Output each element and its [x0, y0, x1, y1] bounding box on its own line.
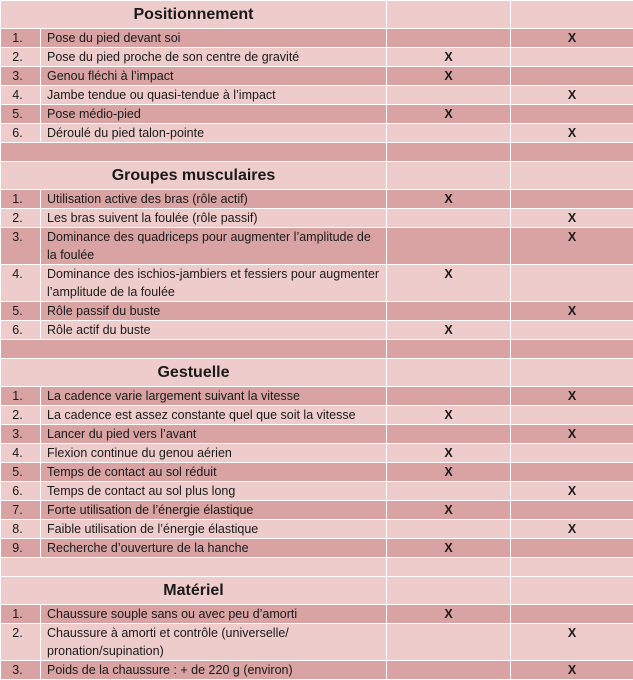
- item-text: Déroulé du pied talon-pointe: [41, 124, 387, 143]
- column-a-mark: [387, 209, 511, 228]
- section-header: [1, 162, 633, 190]
- table-row: [1, 124, 633, 143]
- column-b-mark: [511, 539, 633, 558]
- table-row: [1, 209, 633, 228]
- item-text: Les bras suivent la foulée (rôle passif): [41, 209, 387, 228]
- spacer-cell: [387, 340, 511, 359]
- table-row: [1, 228, 633, 265]
- column-b-mark: X: [511, 124, 633, 143]
- table-row: [1, 265, 633, 302]
- column-b-mark: X: [511, 209, 633, 228]
- item-number: 5.: [1, 105, 41, 124]
- section-title: Matériel: [1, 577, 387, 605]
- table-row: [1, 29, 633, 48]
- item-text: La cadence varie largement suivant la vitesse: [41, 387, 387, 406]
- table-row: [1, 105, 633, 124]
- section-header: [1, 359, 633, 387]
- table-row: [1, 321, 633, 340]
- item-text: Utilisation active des bras (rôle actif): [41, 190, 387, 209]
- column-a-mark: [387, 520, 511, 539]
- column-a-mark: X: [387, 265, 511, 302]
- item-text: Pose du pied devant soi: [41, 29, 387, 48]
- item-number: 1.: [1, 605, 41, 624]
- spacer-cell: [511, 558, 633, 577]
- item-number: 3.: [1, 425, 41, 444]
- item-number: 6.: [1, 124, 41, 143]
- column-b-mark: [511, 190, 633, 209]
- item-text: Rôle actif du buste: [41, 321, 387, 340]
- table-row: [1, 501, 633, 520]
- table-row: [1, 482, 633, 501]
- section-title: Groupes musculaires: [1, 162, 387, 190]
- column-b-mark: X: [511, 228, 633, 265]
- column-b-mark: X: [511, 425, 633, 444]
- item-text: La cadence est assez constante quel que soit la vitesse: [41, 406, 387, 425]
- column-b-mark: X: [511, 29, 633, 48]
- spacer-row: [1, 143, 633, 162]
- column-a-mark: [387, 302, 511, 321]
- column-a-mark: X: [387, 321, 511, 340]
- item-number: 5.: [1, 463, 41, 482]
- spacer-cell: [387, 143, 511, 162]
- item-text: Jambe tendue ou quasi-tendue à l’impact: [41, 86, 387, 105]
- section-header-cell: [387, 359, 511, 387]
- item-number: 2.: [1, 48, 41, 67]
- column-a-mark: [387, 387, 511, 406]
- section-title: Gestuelle: [1, 359, 387, 387]
- table-row: [1, 624, 633, 661]
- table-row: [1, 520, 633, 539]
- item-text: Chaussure souple sans ou avec peu d’amorti: [41, 605, 387, 624]
- item-number: 6.: [1, 321, 41, 340]
- item-number: 2.: [1, 406, 41, 425]
- item-number: 7.: [1, 501, 41, 520]
- column-b-mark: [511, 105, 633, 124]
- item-text: Temps de contact au sol plus long: [41, 482, 387, 501]
- column-a-mark: [387, 425, 511, 444]
- item-number: 4.: [1, 265, 41, 302]
- table-row: [1, 605, 633, 624]
- column-b-mark: [511, 321, 633, 340]
- spacer-cell: [1, 143, 387, 162]
- column-b-mark: [511, 501, 633, 520]
- item-text: Chaussure à amorti et contrôle (universelle/ pronation/supination): [41, 624, 387, 661]
- item-number: 8.: [1, 520, 41, 539]
- item-text: Temps de contact au sol réduit: [41, 463, 387, 482]
- item-text: Lancer du pied vers l’avant: [41, 425, 387, 444]
- table-row: [1, 444, 633, 463]
- column-a-mark: [387, 624, 511, 661]
- column-a-mark: [387, 661, 511, 680]
- item-text: Recherche d’ouverture de la hanche: [41, 539, 387, 558]
- item-number: 5.: [1, 302, 41, 321]
- item-number: 6.: [1, 482, 41, 501]
- column-a-mark: X: [387, 605, 511, 624]
- spacer-cell: [1, 558, 387, 577]
- item-text: Pose du pied proche de son centre de gravité: [41, 48, 387, 67]
- spacer-row: [1, 558, 633, 577]
- section-header-cell: [511, 359, 633, 387]
- column-a-mark: [387, 228, 511, 265]
- column-a-mark: X: [387, 444, 511, 463]
- column-b-mark: [511, 463, 633, 482]
- table-row: [1, 661, 633, 680]
- spacer-cell: [1, 340, 387, 359]
- table-row: [1, 48, 633, 67]
- table-row: [1, 67, 633, 86]
- item-text: Forte utilisation de l’énergie élastique: [41, 501, 387, 520]
- column-b-mark: [511, 444, 633, 463]
- table-row: [1, 539, 633, 558]
- column-a-mark: X: [387, 463, 511, 482]
- column-a-mark: X: [387, 48, 511, 67]
- table-row: [1, 387, 633, 406]
- item-number: 9.: [1, 539, 41, 558]
- item-text: Poids de la chaussure : + de 220 g (environ): [41, 661, 387, 680]
- column-b-mark: X: [511, 482, 633, 501]
- spacer-cell: [511, 143, 633, 162]
- item-number: 1.: [1, 29, 41, 48]
- column-b-mark: X: [511, 86, 633, 105]
- table-row: [1, 406, 633, 425]
- item-text: Genou fléchi à l’impact: [41, 67, 387, 86]
- column-b-mark: [511, 406, 633, 425]
- table-row: [1, 425, 633, 444]
- column-a-mark: [387, 29, 511, 48]
- item-number: 4.: [1, 444, 41, 463]
- column-b-mark: X: [511, 520, 633, 539]
- column-a-mark: X: [387, 539, 511, 558]
- table-row: [1, 190, 633, 209]
- section-header: [1, 1, 633, 29]
- section-header-cell: [511, 1, 633, 29]
- table-row: [1, 463, 633, 482]
- item-text: Rôle passif du buste: [41, 302, 387, 321]
- column-a-mark: [387, 124, 511, 143]
- column-b-mark: X: [511, 624, 633, 661]
- column-b-mark: [511, 48, 633, 67]
- table-body: [1, 1, 633, 680]
- item-text: Dominance des quadriceps pour augmenter l’amplitude de la foulée: [41, 228, 387, 265]
- item-number: 3.: [1, 661, 41, 680]
- item-number: 2.: [1, 624, 41, 661]
- section-title: Positionnement: [1, 1, 387, 29]
- spacer-cell: [387, 558, 511, 577]
- item-text: Dominance des ischios-jambiers et fessiers pour augmenter l’amplitude de la foulée: [41, 265, 387, 302]
- section-header-cell: [387, 1, 511, 29]
- column-a-mark: [387, 86, 511, 105]
- item-text: Pose médio-pied: [41, 105, 387, 124]
- table-row: [1, 302, 633, 321]
- item-text: Flexion continue du genou aérien: [41, 444, 387, 463]
- section-header-cell: [511, 162, 633, 190]
- column-b-mark: X: [511, 302, 633, 321]
- section-header-cell: [387, 577, 511, 605]
- column-b-mark: X: [511, 661, 633, 680]
- item-number: 2.: [1, 209, 41, 228]
- section-header-cell: [511, 577, 633, 605]
- column-a-mark: X: [387, 67, 511, 86]
- item-number: 4.: [1, 86, 41, 105]
- column-b-mark: [511, 67, 633, 86]
- column-a-mark: X: [387, 406, 511, 425]
- column-a-mark: X: [387, 501, 511, 520]
- item-text: Faible utilisation de l’énergie élastique: [41, 520, 387, 539]
- spacer-cell: [511, 340, 633, 359]
- spacer-row: [1, 340, 633, 359]
- table-row: [1, 86, 633, 105]
- item-number: 3.: [1, 67, 41, 86]
- item-number: 1.: [1, 387, 41, 406]
- column-a-mark: [387, 482, 511, 501]
- item-number: 3.: [1, 228, 41, 265]
- column-b-mark: X: [511, 387, 633, 406]
- section-header: [1, 577, 633, 605]
- column-b-mark: [511, 605, 633, 624]
- column-b-mark: [511, 265, 633, 302]
- item-number: 1.: [1, 190, 41, 209]
- column-a-mark: X: [387, 190, 511, 209]
- section-header-cell: [387, 162, 511, 190]
- column-a-mark: X: [387, 105, 511, 124]
